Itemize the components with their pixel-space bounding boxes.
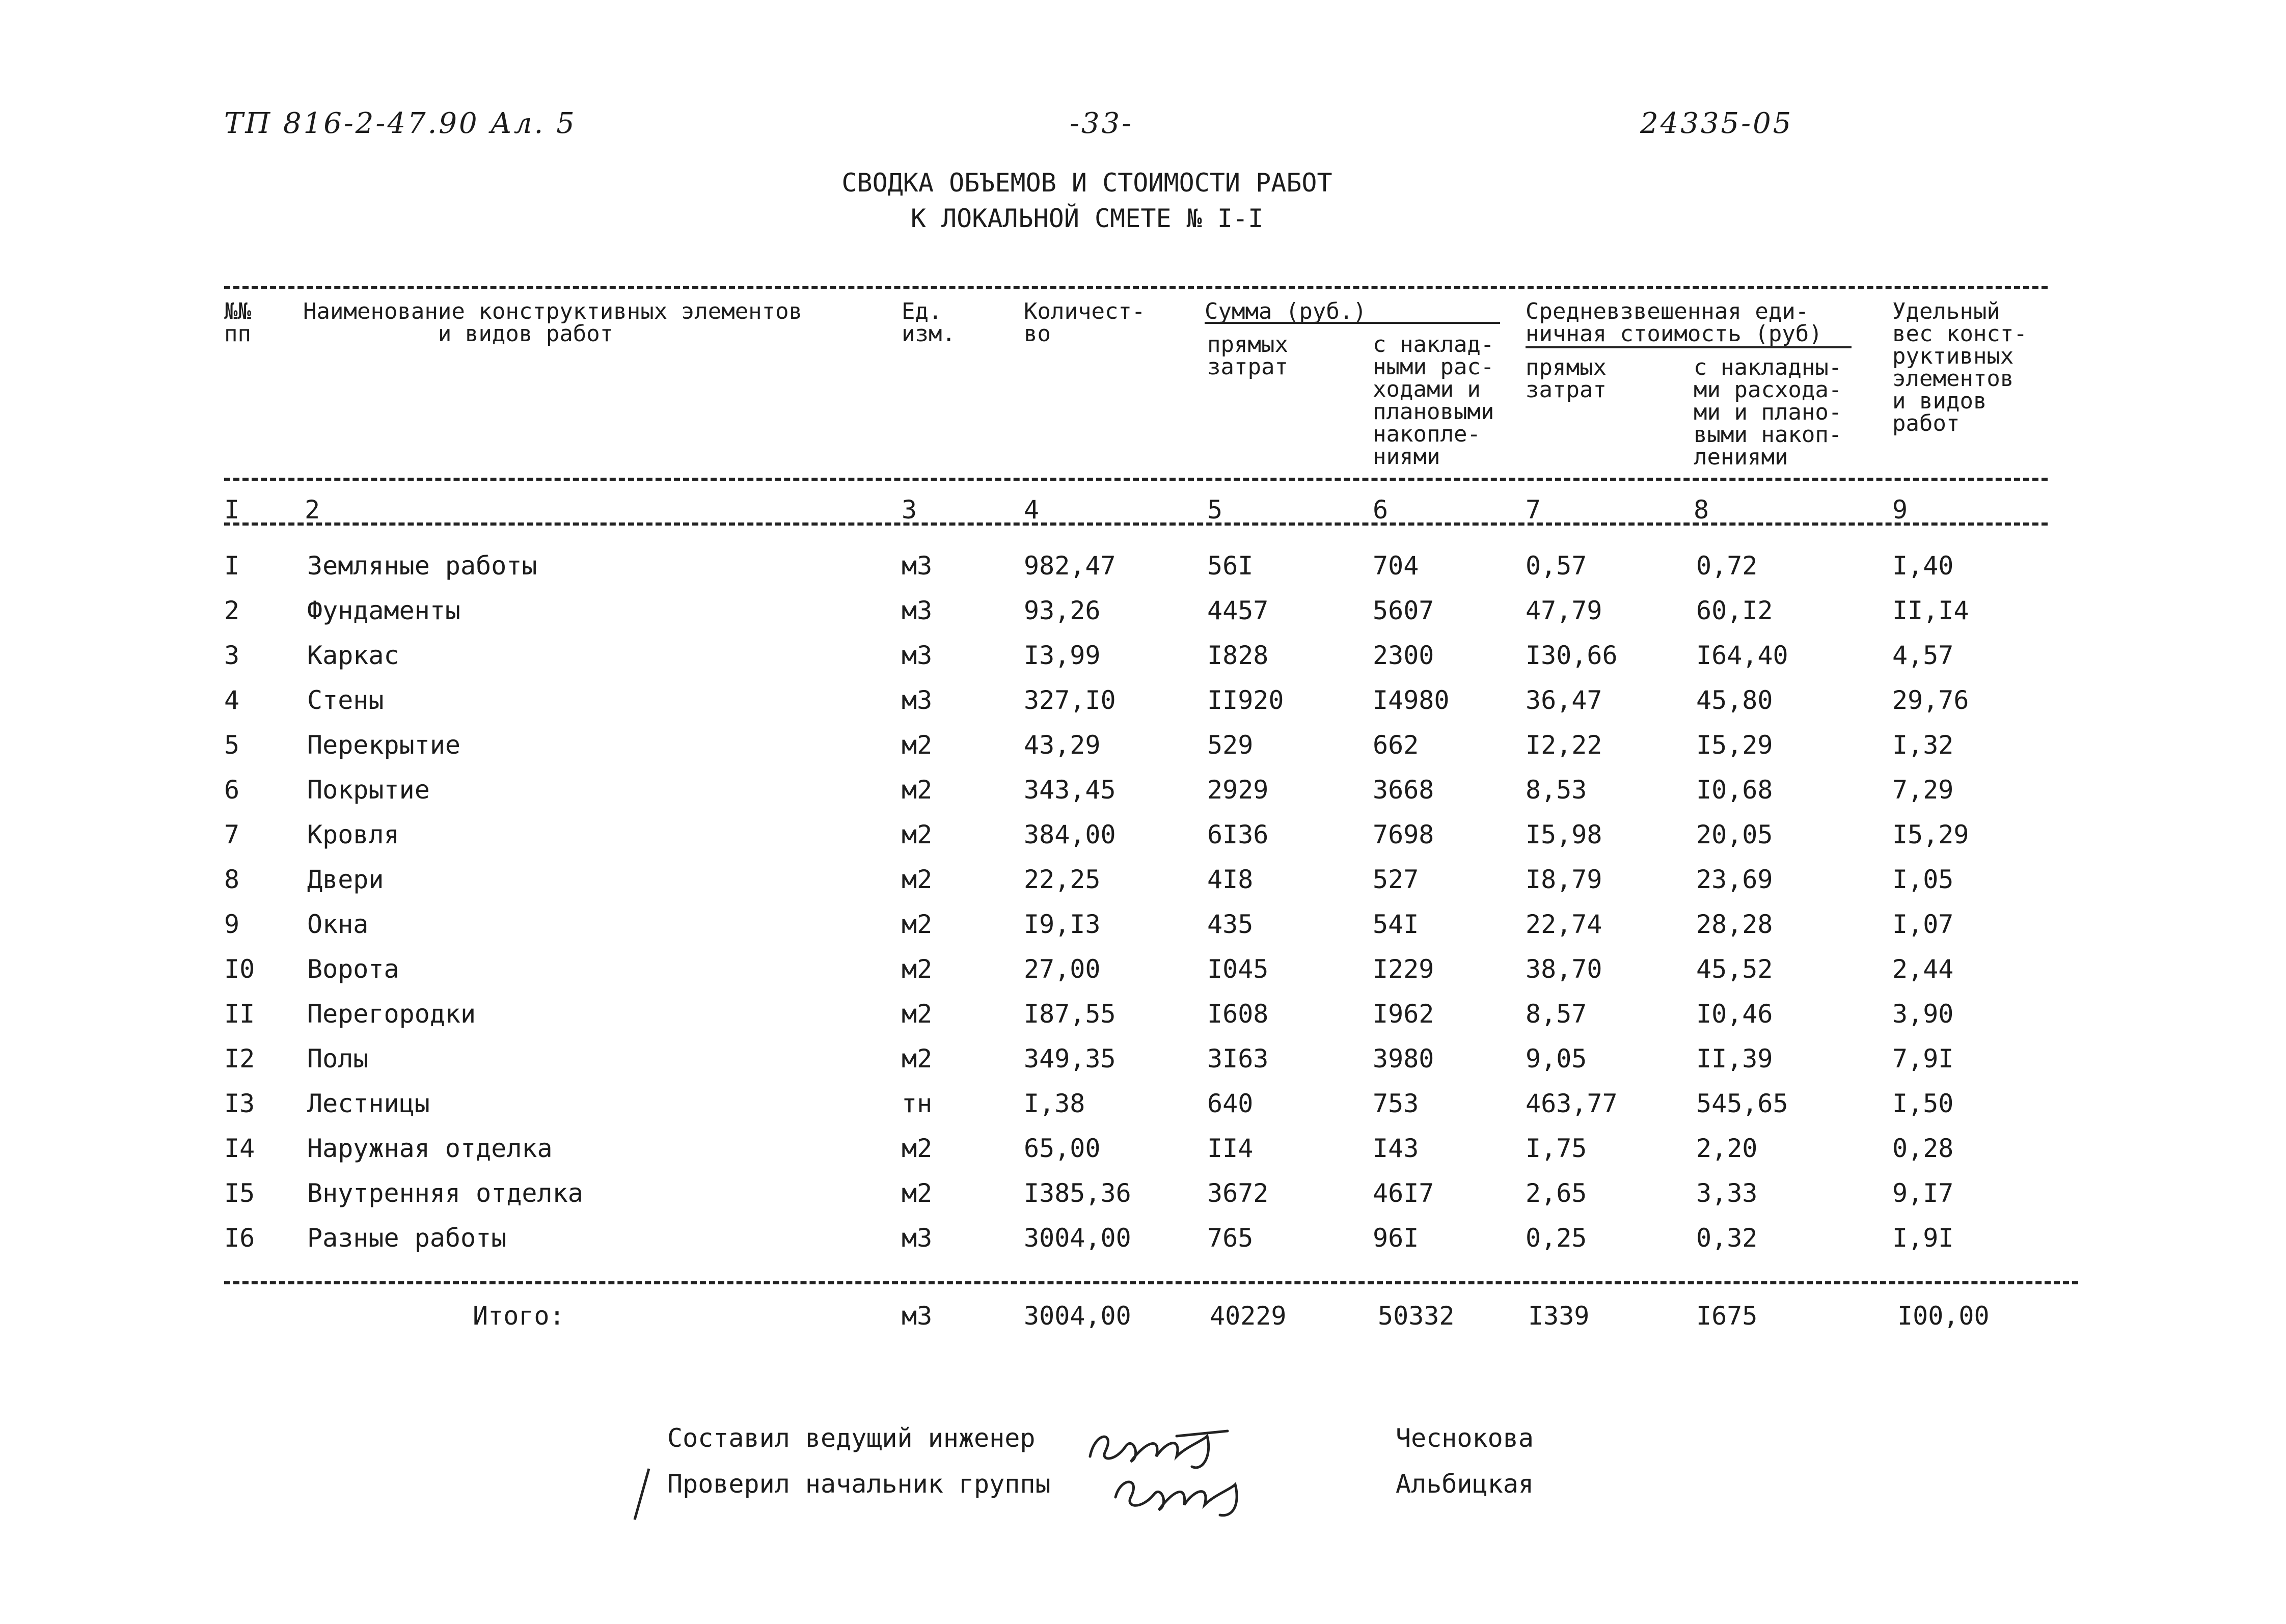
row-sum-overhead: 96I xyxy=(1373,1223,1419,1253)
row-avg-direct: 8,57 xyxy=(1526,999,1587,1029)
row-sum-overhead: 3668 xyxy=(1373,775,1434,805)
page-number: -33- xyxy=(1070,107,1134,140)
row-quantity: I385,36 xyxy=(1024,1178,1131,1208)
row-unit: м2 xyxy=(902,730,933,760)
row-weight: I,07 xyxy=(1892,910,1954,939)
row-sum-direct: 3672 xyxy=(1207,1178,1269,1208)
row-sum-overhead: 3980 xyxy=(1373,1044,1434,1074)
row-avg-overhead: I64,40 xyxy=(1696,641,1788,670)
signature-checker xyxy=(1110,1467,1263,1523)
row-avg-overhead: I0,68 xyxy=(1696,775,1773,805)
row-unit: м2 xyxy=(902,910,933,939)
header-sum-overhead: с наклад- ными рас- ходами и плановыми накопле- ниями xyxy=(1373,332,1494,470)
row-weight: I5,29 xyxy=(1892,820,1969,849)
row-quantity: I,38 xyxy=(1024,1089,1085,1118)
header-bottom-border xyxy=(224,478,2048,481)
row-avg-overhead: I0,46 xyxy=(1696,999,1773,1029)
row-number: I6 xyxy=(224,1223,255,1253)
row-sum-direct: 529 xyxy=(1207,730,1254,760)
row-weight: 2,44 xyxy=(1892,954,1954,984)
row-sum-overhead: 46I7 xyxy=(1373,1178,1434,1208)
row-name: Ворота xyxy=(307,954,399,984)
row-unit: м3 xyxy=(902,551,933,581)
row-sum-overhead: I962 xyxy=(1373,999,1434,1029)
row-avg-overhead: 545,65 xyxy=(1696,1089,1788,1118)
row-name: Перекрытие xyxy=(307,730,461,760)
row-name: Фундаменты xyxy=(307,596,461,625)
row-avg-overhead: 28,28 xyxy=(1696,910,1773,939)
row-unit: м3 xyxy=(902,1223,933,1253)
column-number: 5 xyxy=(1207,495,1223,525)
row-avg-direct: 463,77 xyxy=(1526,1089,1618,1118)
header-weight: Удельный вес конст- руктивных элементов и видов работ xyxy=(1892,298,2027,436)
header-sum-underline xyxy=(1205,322,1500,324)
row-avg-direct: 38,70 xyxy=(1526,954,1602,984)
document-title-line2: К ЛОКАЛЬНОЙ СМЕТЕ № I-I xyxy=(910,204,1264,233)
row-quantity: I3,99 xyxy=(1024,641,1101,670)
row-sum-direct: II4 xyxy=(1207,1134,1254,1163)
row-sum-overhead: 753 xyxy=(1373,1089,1419,1118)
row-avg-overhead: 45,80 xyxy=(1696,685,1773,715)
row-number: 7 xyxy=(224,820,240,849)
row-avg-direct: 8,53 xyxy=(1526,775,1587,805)
row-quantity: 43,29 xyxy=(1024,730,1101,760)
row-unit: м2 xyxy=(902,820,933,849)
check-mark xyxy=(632,1467,652,1525)
checked-by-name: Альбицкая xyxy=(1396,1469,1534,1499)
row-unit: м2 xyxy=(902,775,933,805)
row-unit: м2 xyxy=(902,865,933,894)
row-avg-overhead: 45,52 xyxy=(1696,954,1773,984)
row-name: Перегородки xyxy=(307,999,476,1029)
header-avg-direct: прямых затрат xyxy=(1526,354,1607,403)
row-avg-overhead: 20,05 xyxy=(1696,820,1773,849)
row-number: 8 xyxy=(224,865,240,894)
row-avg-overhead: 2,20 xyxy=(1696,1134,1758,1163)
row-sum-overhead: I4980 xyxy=(1373,685,1450,715)
row-weight: 9,I7 xyxy=(1892,1178,1954,1208)
row-unit: м2 xyxy=(902,999,933,1029)
header-sum-direct: прямых затрат xyxy=(1207,332,1288,380)
row-sum-direct: 640 xyxy=(1207,1089,1254,1118)
row-quantity: 349,35 xyxy=(1024,1044,1116,1074)
column-number: 8 xyxy=(1694,495,1709,525)
column-number: 6 xyxy=(1373,495,1389,525)
row-sum-direct: I045 xyxy=(1207,954,1269,984)
row-quantity: 65,00 xyxy=(1024,1134,1101,1163)
row-avg-overhead: 0,32 xyxy=(1696,1223,1758,1253)
row-number: 9 xyxy=(224,910,240,939)
column-number: 3 xyxy=(902,495,917,525)
total-avg-direct: I339 xyxy=(1528,1301,1590,1331)
row-name: Каркас xyxy=(307,641,399,670)
row-sum-overhead: I43 xyxy=(1373,1134,1419,1163)
row-avg-direct: 2,65 xyxy=(1526,1178,1587,1208)
header-unit: Ед. изм. xyxy=(902,298,956,347)
row-unit: м3 xyxy=(902,685,933,715)
total-sum-overhead: 50332 xyxy=(1378,1301,1455,1331)
compiled-by-label: Составил ведущий инженер xyxy=(667,1423,1036,1453)
header-row-number: №№ пп xyxy=(224,298,251,347)
row-sum-overhead: 7698 xyxy=(1373,820,1434,849)
row-quantity: 982,47 xyxy=(1024,551,1116,581)
column-number: 4 xyxy=(1024,495,1040,525)
row-number: II xyxy=(224,999,255,1029)
column-number: I xyxy=(224,495,240,525)
row-unit: м2 xyxy=(902,1044,933,1074)
row-number: 6 xyxy=(224,775,240,805)
row-number: 2 xyxy=(224,596,240,625)
row-weight: I,05 xyxy=(1892,865,1954,894)
column-number: 2 xyxy=(305,495,320,525)
row-quantity: 22,25 xyxy=(1024,865,1101,894)
row-number: 3 xyxy=(224,641,240,670)
row-avg-direct: I8,79 xyxy=(1526,865,1602,894)
row-number: I5 xyxy=(224,1178,255,1208)
row-sum-direct: 765 xyxy=(1207,1223,1254,1253)
row-sum-overhead: 662 xyxy=(1373,730,1419,760)
row-name: Окна xyxy=(307,910,369,939)
row-sum-direct: I828 xyxy=(1207,641,1269,670)
row-number: 4 xyxy=(224,685,240,715)
row-number: I xyxy=(224,551,240,581)
row-avg-direct: I5,98 xyxy=(1526,820,1602,849)
row-unit: м2 xyxy=(902,954,933,984)
row-name: Лестницы xyxy=(307,1089,430,1118)
row-avg-direct: 0,25 xyxy=(1526,1223,1587,1253)
row-unit: м3 xyxy=(902,596,933,625)
row-avg-overhead: 60,I2 xyxy=(1696,596,1773,625)
row-avg-direct: I30,66 xyxy=(1526,641,1618,670)
row-sum-overhead: 5607 xyxy=(1373,596,1434,625)
row-sum-direct: 6I36 xyxy=(1207,820,1269,849)
total-sum-direct: 40229 xyxy=(1210,1301,1287,1331)
table-top-border xyxy=(224,286,2048,289)
header-sum-group: Сумма (руб.) xyxy=(1205,298,1367,324)
row-unit: тн xyxy=(902,1089,933,1118)
row-number: I3 xyxy=(224,1089,255,1118)
row-quantity: 343,45 xyxy=(1024,775,1116,805)
compiled-by-name: Чеснокова xyxy=(1396,1423,1534,1453)
row-number: 5 xyxy=(224,730,240,760)
row-sum-overhead: 527 xyxy=(1373,865,1419,894)
checked-by-label: Проверил начальник группы xyxy=(667,1469,1051,1499)
row-quantity: I9,I3 xyxy=(1024,910,1101,939)
row-unit: м2 xyxy=(902,1134,933,1163)
row-sum-overhead: I229 xyxy=(1373,954,1434,984)
row-weight: I,40 xyxy=(1892,551,1954,581)
row-avg-overhead: I5,29 xyxy=(1696,730,1773,760)
row-avg-direct: I,75 xyxy=(1526,1134,1587,1163)
row-weight: I,9I xyxy=(1892,1223,1954,1253)
inventory-number: 24335-05 xyxy=(1640,107,1793,140)
row-avg-direct: 9,05 xyxy=(1526,1044,1587,1074)
header-name: Наименование конструктивных элементов и видов работ xyxy=(303,298,803,347)
row-weight: 7,29 xyxy=(1892,775,1954,805)
header-quantity: Количест- во xyxy=(1024,298,1146,347)
row-weight: 3,90 xyxy=(1892,999,1954,1029)
row-weight: 29,76 xyxy=(1892,685,1969,715)
row-sum-overhead: 2300 xyxy=(1373,641,1434,670)
row-avg-direct: I2,22 xyxy=(1526,730,1602,760)
row-quantity: I87,55 xyxy=(1024,999,1116,1029)
row-quantity: 93,26 xyxy=(1024,596,1101,625)
row-sum-direct: 2929 xyxy=(1207,775,1269,805)
row-avg-direct: 47,79 xyxy=(1526,596,1602,625)
row-weight: 0,28 xyxy=(1892,1134,1954,1163)
document-title-line1: СВОДКА ОБЪЕМОВ И СТОИМОСТИ РАБОТ xyxy=(841,168,1332,198)
document-code: ТП 816-2-47.90 Ал. 5 xyxy=(224,107,577,140)
row-quantity: 384,00 xyxy=(1024,820,1116,849)
row-sum-direct: 3I63 xyxy=(1207,1044,1269,1074)
column-numbers-border xyxy=(224,522,2048,526)
row-avg-overhead: 23,69 xyxy=(1696,865,1773,894)
row-avg-overhead: 0,72 xyxy=(1696,551,1758,581)
row-name: Двери xyxy=(307,865,384,894)
row-avg-overhead: 3,33 xyxy=(1696,1178,1758,1208)
row-sum-direct: I608 xyxy=(1207,999,1269,1029)
row-weight: 7,9I xyxy=(1892,1044,1954,1074)
row-quantity: 27,00 xyxy=(1024,954,1101,984)
row-weight: II,I4 xyxy=(1892,596,1969,625)
header-avg-overhead: с накладны- ми расхода- ми и плано- выми накоп- лениями xyxy=(1694,354,1842,470)
row-unit: м3 xyxy=(902,641,933,670)
total-weight: I00,00 xyxy=(1897,1301,1990,1331)
row-quantity: 327,I0 xyxy=(1024,685,1116,715)
row-avg-direct: 22,74 xyxy=(1526,910,1602,939)
row-avg-overhead: II,39 xyxy=(1696,1044,1773,1074)
row-name: Стены xyxy=(307,685,384,715)
row-number: I0 xyxy=(224,954,255,984)
total-label: Итого: xyxy=(473,1301,565,1331)
row-name: Кровля xyxy=(307,820,399,849)
header-avg-group: Средневзвешенная еди- ничная стоимость (руб) xyxy=(1526,298,1822,347)
row-unit: м2 xyxy=(902,1178,933,1208)
row-sum-direct: 4I8 xyxy=(1207,865,1254,894)
row-name: Наружная отделка xyxy=(307,1134,553,1163)
header-avg-underline xyxy=(1526,346,1852,348)
row-sum-direct: 435 xyxy=(1207,910,1254,939)
column-number: 7 xyxy=(1526,495,1541,525)
total-quantity: 3004,00 xyxy=(1024,1301,1131,1331)
column-number: 9 xyxy=(1892,495,1908,525)
total-avg-overhead: I675 xyxy=(1696,1301,1758,1331)
row-avg-direct: 36,47 xyxy=(1526,685,1602,715)
row-number: I4 xyxy=(224,1134,255,1163)
row-sum-overhead: 704 xyxy=(1373,551,1419,581)
row-name: Земляные работы xyxy=(307,551,537,581)
row-name: Полы xyxy=(307,1044,369,1074)
row-weight: 4,57 xyxy=(1892,641,1954,670)
total-top-border xyxy=(224,1281,2078,1284)
row-weight: I,50 xyxy=(1892,1089,1954,1118)
row-name: Внутренняя отделка xyxy=(307,1178,583,1208)
row-number: I2 xyxy=(224,1044,255,1074)
row-avg-direct: 0,57 xyxy=(1526,551,1587,581)
total-unit: м3 xyxy=(902,1301,933,1331)
row-name: Покрытие xyxy=(307,775,430,805)
row-sum-overhead: 54I xyxy=(1373,910,1419,939)
row-sum-direct: 56I xyxy=(1207,551,1254,581)
row-sum-direct: 4457 xyxy=(1207,596,1269,625)
row-quantity: 3004,00 xyxy=(1024,1223,1131,1253)
row-sum-direct: II920 xyxy=(1207,685,1284,715)
row-weight: I,32 xyxy=(1892,730,1954,760)
row-name: Разные работы xyxy=(307,1223,507,1253)
